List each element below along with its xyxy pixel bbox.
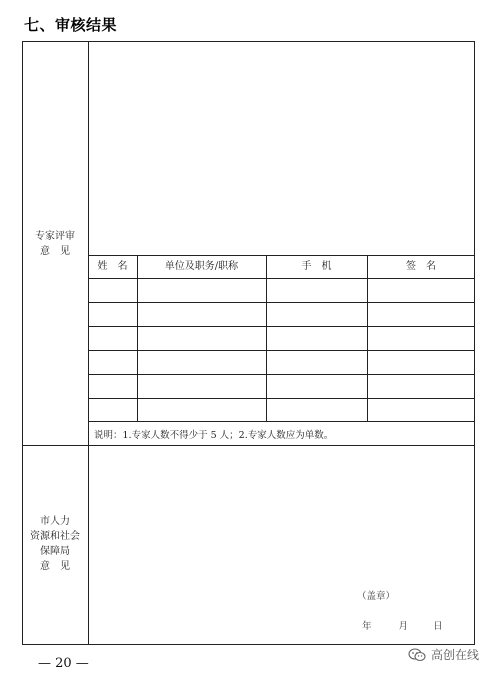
table-row-line xyxy=(88,326,475,327)
expert-note: 说明：1.专家人数不得少于 5 人；2.专家人数应为单数。 xyxy=(94,430,334,441)
review-result-form xyxy=(22,41,475,645)
date-day: 日 xyxy=(433,621,443,632)
table-row-line xyxy=(88,302,475,303)
header-unit-title: 单位及职务/职称 xyxy=(164,261,239,272)
bureau-opinion-label: 市人力 资源和社会 保障局 意 见 xyxy=(30,516,80,572)
watermark xyxy=(408,646,479,663)
date-year: 年 xyxy=(362,621,372,632)
expert-opinion-label: 专家评审 意 见 xyxy=(35,231,75,257)
date-line xyxy=(362,618,443,632)
seal-placeholder: （盖章） xyxy=(357,591,396,602)
table-col-line xyxy=(137,255,138,421)
header-name: 姓 名 xyxy=(97,261,128,272)
table-bottom-line xyxy=(88,421,475,422)
wechat-icon xyxy=(408,648,426,662)
section-title: 七、审核结果 xyxy=(24,16,118,34)
section-divider xyxy=(22,445,475,446)
table-row-line xyxy=(88,278,475,279)
header-signature: 签 名 xyxy=(406,261,436,272)
header-phone: 手 机 xyxy=(301,261,332,272)
table-col-line xyxy=(367,255,368,421)
table-col-line xyxy=(266,255,267,421)
date-month: 月 xyxy=(398,621,409,632)
watermark-text: 高创在线 xyxy=(430,648,479,662)
label-column-divider xyxy=(88,41,89,645)
table-row-line xyxy=(88,350,475,351)
table-row-line xyxy=(88,374,475,375)
table-row-line xyxy=(88,398,475,399)
page-number: — 20 — xyxy=(38,656,89,671)
